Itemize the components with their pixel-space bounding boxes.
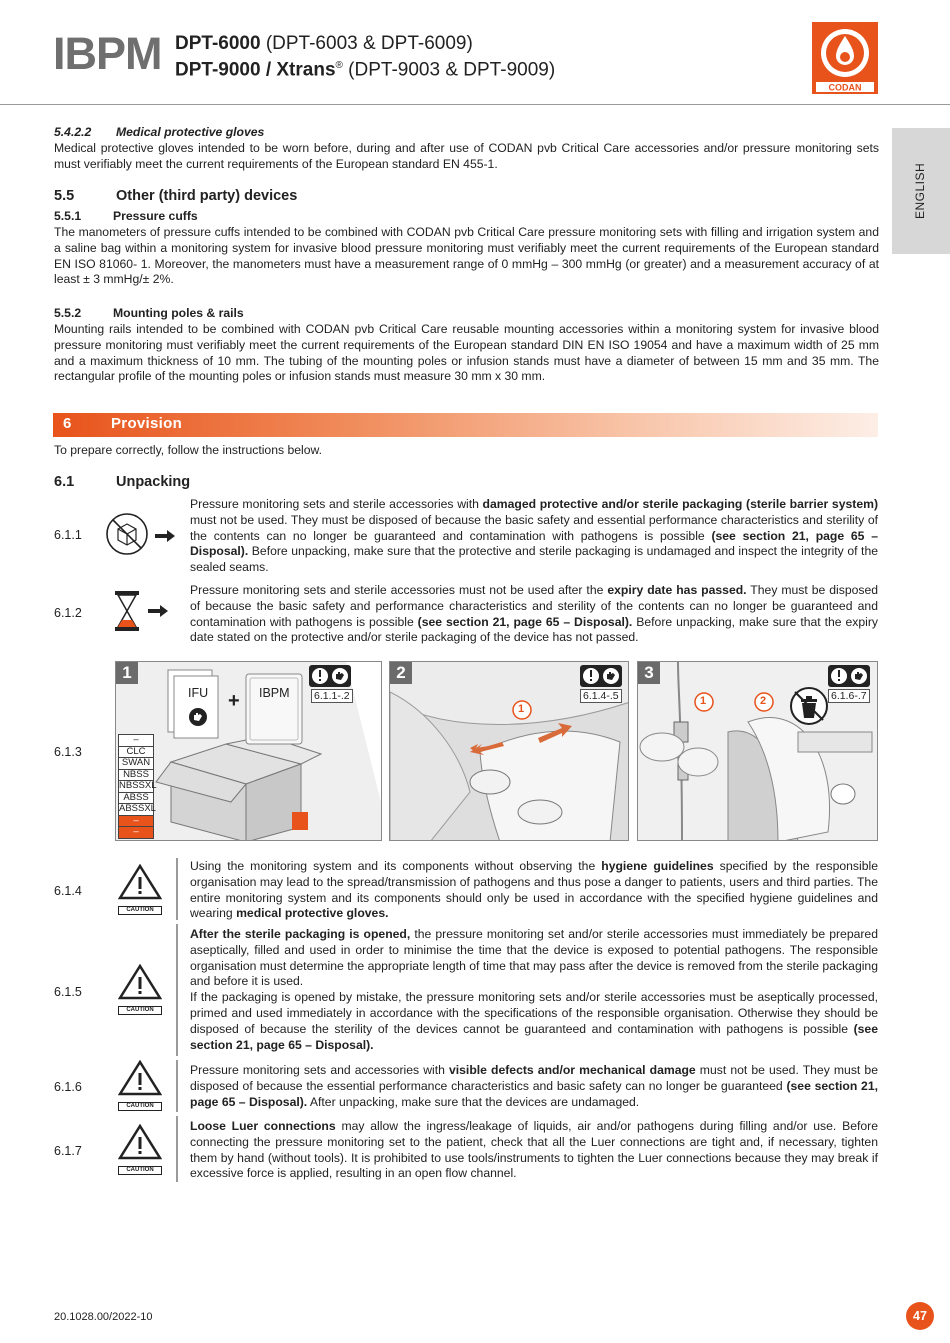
product-table-row: – <box>118 734 154 747</box>
item-616-b2: (see section 21, page 65 – Disposal). <box>190 1078 879 1109</box>
header-model-variants-2: (DPT-9003 & DPT-9009) <box>342 59 556 81</box>
panel-2-step: 1 <box>518 703 525 715</box>
caution-symbol <box>118 1124 162 1175</box>
caution-label: CAUTION <box>118 1006 162 1015</box>
item-612-b1: expiry date has passed. <box>607 583 747 597</box>
product-table-row: NBSSXL <box>119 780 157 791</box>
language-label: ENGLISH <box>913 162 928 220</box>
item-612-b2: (see section 21, page 65 – Disposal). <box>417 614 633 629</box>
ibpm-label: IBPM <box>259 686 290 700</box>
page-number: 47 <box>906 1302 934 1330</box>
item-616-t1: Pressure monitoring sets and accessories with <box>190 1063 449 1077</box>
item-613-label: 6.1.3 <box>54 745 82 759</box>
product-table <box>118 734 157 839</box>
caution-triangle-icon <box>118 1060 162 1096</box>
item-616-label: 6.1.6 <box>54 1080 82 1094</box>
item-615-t2: If the packaging is opened by mistake, the pressure monitoring sets and/or sterile accessories must be aseptically processed, primed and used immediately in accordance with the specifications of the responsible organisation. Otherwise they should be disposed of because the sterility of the devices cannot be guaranteed and contamination with pathogens is possible <box>190 990 878 1036</box>
illustration-panel-1 <box>115 661 382 841</box>
item-612-text <box>190 583 878 646</box>
header-model-variants: (DPT-6003 & DPT-6009) <box>260 33 473 54</box>
item-617-t1: may allow the ingress/leakage of liquids, air and/or pathogens during filling and/or use. Before connecting the pressure monitoring set to the patient, check that all the Luer connections are tight and, if necessary, tighten them by hand (without tools). It is prohibited to use tools/instruments to tighten the Luer connections because they may break if excessive force is applied, resulting in an open flow channel. <box>190 1119 878 1181</box>
section-551-text: The manometers of pressure cuffs intended to be combined with CODAN pvb Critical Care pressure monitoring sets with filling and irrigation system and a saline bag within a monitoring system for invasive blood pressure monitoring must verifiably meet the current requirements of the European standard EN ISO 81060- 1. Moreover, the manometers must have a measurement range of 0 mmHg – 300 mmHg (or greater) and a measurement accuracy of at least ± 3 mmHg/± 2%. <box>54 225 879 287</box>
item-616-b1: visible defects and/or mechanical damage <box>448 1063 696 1077</box>
item-614-t2: specified by the responsible organisation may lead to the spread/transmission of pathogens and thus pose a danger to patients, users and third parties. The entire monitoring system and its components should only be used in accordance with the specified hygiene guidelines and wearing <box>190 859 878 921</box>
language-tab <box>892 128 950 254</box>
product-table-row: – <box>118 827 154 839</box>
product-table-row: NBSS <box>118 770 154 782</box>
trash-icon <box>790 686 828 726</box>
item-614-b1: hygiene guidelines <box>601 859 714 873</box>
section-552-number: 5.5.2 <box>54 306 82 320</box>
item-616-t3: After unpacking, make sure that the devices are undamaged. <box>307 1094 640 1109</box>
section-551-title: Pressure cuffs <box>113 209 198 223</box>
item-617-text <box>190 1119 878 1182</box>
panel-3-step-2: 2 <box>760 695 767 707</box>
hourglass-icon <box>114 590 140 632</box>
panel-2-number: 2 <box>390 662 412 684</box>
illustration-panel-3 <box>637 661 878 841</box>
item-611-label: 6.1.1 <box>54 528 82 542</box>
caution-symbol <box>118 864 162 915</box>
registered-mark: ® <box>335 60 343 71</box>
warning-icon <box>309 665 351 687</box>
section-6-intro: To prepare correctly, follow the instructions below. <box>54 443 323 457</box>
section-551-number: 5.5.1 <box>54 209 82 223</box>
item-612-t3: Before unpacking, make sure that the expiry date stated on the protective and/or sterile packaging of the device has not passed. <box>190 614 878 645</box>
section-55-number: 5.5 <box>54 188 75 204</box>
panel-3-step-1: 1 <box>700 695 707 707</box>
product-table-row: SWAN <box>118 758 154 770</box>
item-614-text <box>190 859 878 922</box>
caution-triangle-icon <box>118 964 162 1000</box>
header-model-main: DPT-6000 <box>175 33 261 54</box>
item-divider <box>176 1060 178 1112</box>
item-616-t2: must not be used. They must be disposed of because the essential performance characteristics and basic safety can no longer be guaranteed <box>190 1063 878 1093</box>
header-divider <box>0 104 950 105</box>
item-617-label: 6.1.7 <box>54 1144 82 1158</box>
arrow-right-icon <box>155 530 175 542</box>
header-models-line2 <box>175 55 555 80</box>
section-61-number: 6.1 <box>54 474 75 490</box>
item-divider <box>176 1116 178 1182</box>
item-divider <box>176 858 178 920</box>
product-table-row: – <box>118 816 154 828</box>
item-615-label: 6.1.5 <box>54 985 82 999</box>
product-table-row: ABSSXL <box>119 803 156 814</box>
plus-sign: + <box>228 690 240 712</box>
item-divider <box>176 924 178 1056</box>
item-612-t1: Pressure monitoring sets and sterile accessories must not be used after the <box>190 583 608 597</box>
item-615-text <box>190 927 878 1053</box>
section-552-text: Mounting rails intended to be combined with CODAN pvb Critical Care reusable mounting accessories within a monitoring system for invasive blood pressure monitoring must verifiably meet the current requirements of the European standard DIN EN ISO 19054 and have a maximum width of 25 mm and a maximum thickness of 10 mm. The tubing of the mounting poles or infusion stands must have a diameter of between 15 mm and 35 mm. The rectangular profile of the mounting poles or infusion stands must measure 30 mm x 30 mm. <box>54 322 879 384</box>
panel-1-number: 1 <box>116 662 138 684</box>
section-6-number: 6 <box>63 415 72 432</box>
item-612-t2: They must be disposed of because the basic safety and performance characteristics and sterility of the contents can no longer be guaranteed and contamination with pathogens is possible <box>190 583 879 629</box>
item-615-t1: the pressure monitoring set and/or sterile accessories must immediately be prepared aseptically, filled and used in order to minimise the time that the device is exposed to potential pathogens. The responsible organisation must determine the appropriate length of time that may pass after the device is removed from the sterile packaging and before it is used. <box>190 927 878 989</box>
product-table-row: CLC <box>118 747 154 759</box>
header-models-line1 <box>175 33 473 54</box>
ifu-label: IFU <box>188 686 209 700</box>
item-616-text <box>190 1063 878 1110</box>
gloves-icon <box>189 708 207 726</box>
item-611-b1: damaged protective and/or sterile packaging (sterile barrier system) <box>482 497 878 511</box>
logo-text: CODAN <box>828 82 862 93</box>
codan-logo <box>812 22 878 94</box>
item-614-b2: medical protective gloves. <box>236 906 389 921</box>
panel-2-ref-tag: 6.1.4-.5 <box>580 689 622 703</box>
item-611-t1: Pressure monitoring sets and sterile accessories with <box>190 497 483 511</box>
item-611-b2: (see section 21, page 65 – Disposal). <box>190 528 878 559</box>
warning-icon <box>828 665 870 687</box>
caution-label: CAUTION <box>118 1166 162 1175</box>
caution-triangle-icon <box>118 1124 162 1160</box>
caution-symbol <box>118 964 162 1015</box>
section-5422-title: Medical protective gloves <box>116 125 265 139</box>
caution-label: CAUTION <box>118 1102 162 1111</box>
item-614-label: 6.1.4 <box>54 884 82 898</box>
document-number: 20.1028.00/2022-10 <box>54 1311 153 1323</box>
product-table-row: ABSS <box>118 793 154 805</box>
caution-symbol <box>118 1060 162 1111</box>
panel-3-number: 3 <box>638 662 660 684</box>
caution-triangle-icon <box>118 864 162 900</box>
section-552-title: Mounting poles & rails <box>113 306 244 320</box>
item-615-b1: After the sterile packaging is opened, <box>190 927 411 941</box>
caution-label: CAUTION <box>118 906 162 915</box>
item-611-t2: must not be used. They must be disposed of because the basic safety and essential performance characteristics and sterility of the contents can no longer be guaranteed and contamination with pathogens is possible <box>190 512 878 543</box>
item-611-t3: Before unpacking, make sure that the protective and sterile packaging is undamaged and inspect the integrity of the sealed seams. <box>190 544 878 575</box>
item-612-label: 6.1.2 <box>54 606 82 620</box>
arrow-right-icon <box>148 605 168 617</box>
item-615-b2: (see section 21, page 65 – Disposal). <box>190 1021 878 1052</box>
damaged-package-icon <box>105 512 149 556</box>
section-5422-number: 5.4.2.2 <box>54 125 92 139</box>
warning-icon <box>580 665 622 687</box>
item-614-t1: Using the monitoring system and its components without observing the <box>190 859 602 873</box>
section-5422-text: Medical protective gloves intended to be worn before, during and after use of CODAN pvb Critical Care accessories and/or pressure monitoring sets must verifiably meet the current requirements of the European standard EN 455-1. <box>54 141 879 171</box>
item-617-b1: Loose Luer connections <box>190 1119 336 1133</box>
section-6-title: Provision <box>111 415 183 432</box>
item-611-text <box>190 497 878 576</box>
panel-3-ref-tag: 6.1.6-.7 <box>828 689 870 703</box>
illustration-panel-2 <box>389 661 629 841</box>
brand-title: IBPM <box>53 28 162 79</box>
header-model-main-2: DPT-9000 / Xtrans <box>175 59 336 81</box>
section-61-title: Unpacking <box>116 474 191 490</box>
panel-1-ref-tag: 6.1.1-.2 <box>311 689 353 703</box>
section-55-title: Other (third party) devices <box>116 188 298 204</box>
